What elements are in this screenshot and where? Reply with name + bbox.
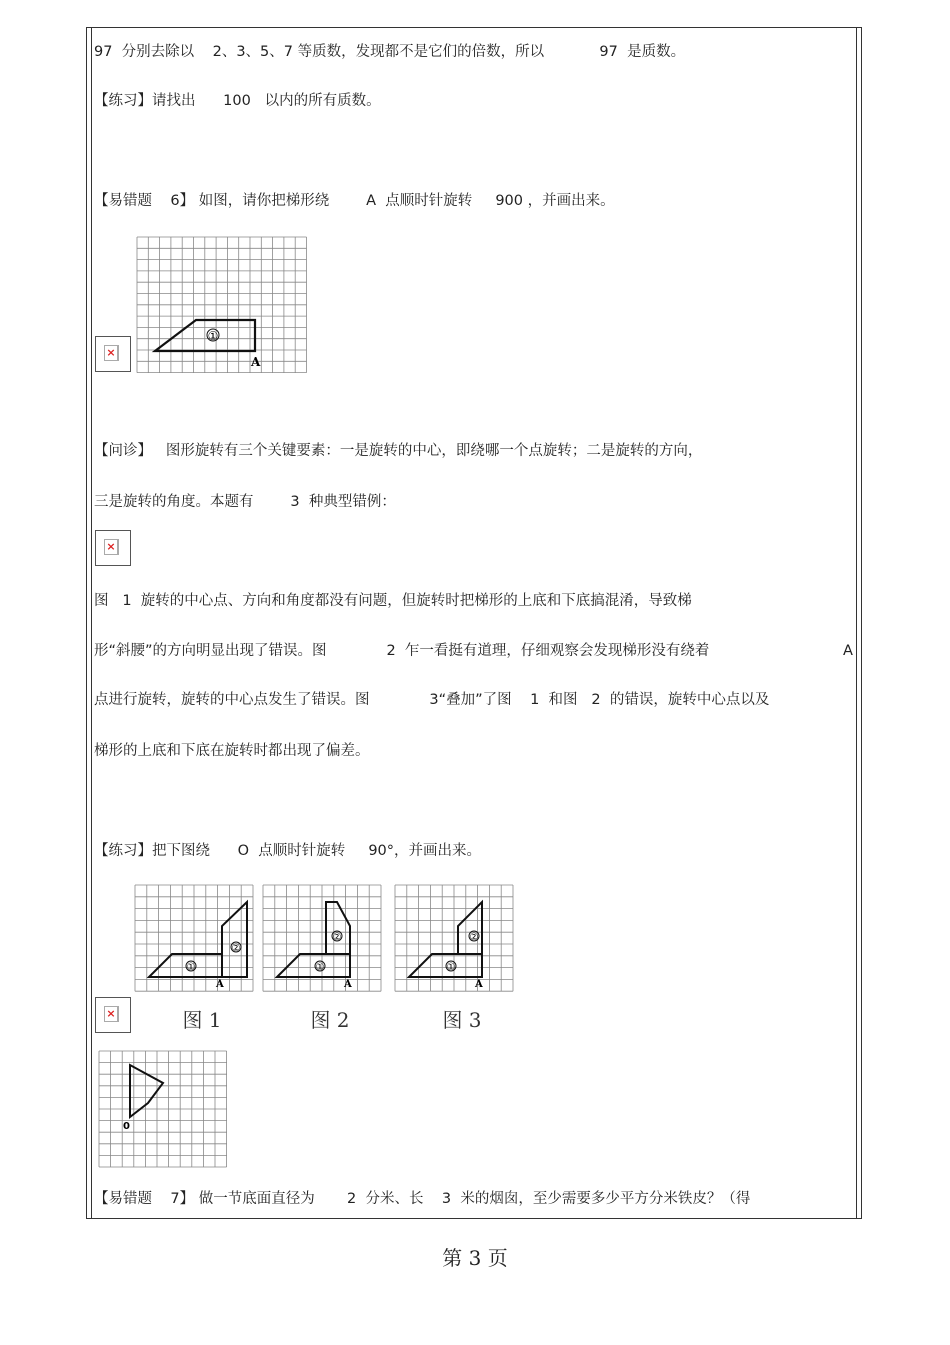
diagnosis-line-6: 梯形的上底和下底在旋转时都出现了偏差。 — [94, 743, 370, 759]
diagnosis-line-2: 三是旋转的角度。本题有 3 种典型错例： — [94, 494, 396, 510]
practice-primes: 【练习】请找出 100 以内的所有质数。 — [94, 93, 381, 109]
caption-figure-2: 图 2 — [310, 1008, 350, 1032]
text-line-1: 97 分别去除以 2、3、5、7 等质数，发现都不是它们的倍数，所以 97 是质数。 — [94, 44, 686, 60]
practice-rotation: 【练习】把下图绕 O 点顺时针旋转 90°，并画出来。 — [94, 843, 482, 859]
error-question-6: 【易错题 6】 如图，请你把梯形绕 A 点顺时针旋转 900 ，并画出来。 — [94, 193, 615, 209]
svg-text:A: A — [475, 979, 483, 990]
svg-text:②: ② — [469, 932, 479, 943]
broken-image-icon: × — [95, 530, 131, 566]
frame-rule-right — [856, 28, 857, 1218]
caption-figure-3: 图 3 — [442, 1008, 482, 1032]
diagnosis-line-3: 图 1 旋转的中心点、方向和角度都没有问题，但旋转时把梯形的上底和下底搞混淆，导致梯 — [94, 593, 692, 609]
page-number: 第 3 页 — [442, 1246, 508, 1270]
svg-text:A: A — [344, 979, 352, 990]
broken-image-icon: × — [95, 336, 131, 372]
svg-text:①: ① — [186, 962, 196, 973]
frame-rule-left — [91, 28, 92, 1218]
point-a-label: A — [251, 355, 261, 369]
broken-image-icon: × — [95, 997, 131, 1033]
point-o-label: 0 — [123, 1121, 130, 1132]
svg-text:②: ② — [332, 932, 342, 943]
diagnosis-line-1: 【问诊】 图形旋转有三个关键要素：一是旋转的中心，即绕哪一个点旋转；二是旋转的方向， — [94, 443, 703, 459]
error-examples-figure — [132, 880, 528, 1035]
practice-grid-figure — [95, 1045, 235, 1169]
diagnosis-line-4: 形“斜腰”的方向明显出现了错误。图 2 乍一看挺有道理，仔细观察会发现梯形没有绕着 — [94, 643, 710, 659]
trapezoid-grid-figure — [133, 227, 316, 374]
diagnosis-line-4-end: A — [843, 643, 853, 659]
trapezoid-marker: ① — [207, 329, 219, 343]
caption-figure-1: 图 1 — [182, 1008, 222, 1032]
error-question-7: 【易错题 7】 做一节底面直径为 2 分米、长 3 米的烟囱，至少需要多少平方分米铁皮？（得 — [94, 1191, 751, 1207]
diagnosis-line-5: 点进行旋转，旋转的中心点发生了错误。图 3“叠加”了图 1 和图 2 的错误，旋转中心点以及 — [94, 692, 770, 708]
svg-text:①: ① — [446, 962, 456, 973]
svg-text:A: A — [216, 979, 224, 990]
svg-text:②: ② — [231, 943, 241, 954]
svg-text:①: ① — [315, 962, 325, 973]
